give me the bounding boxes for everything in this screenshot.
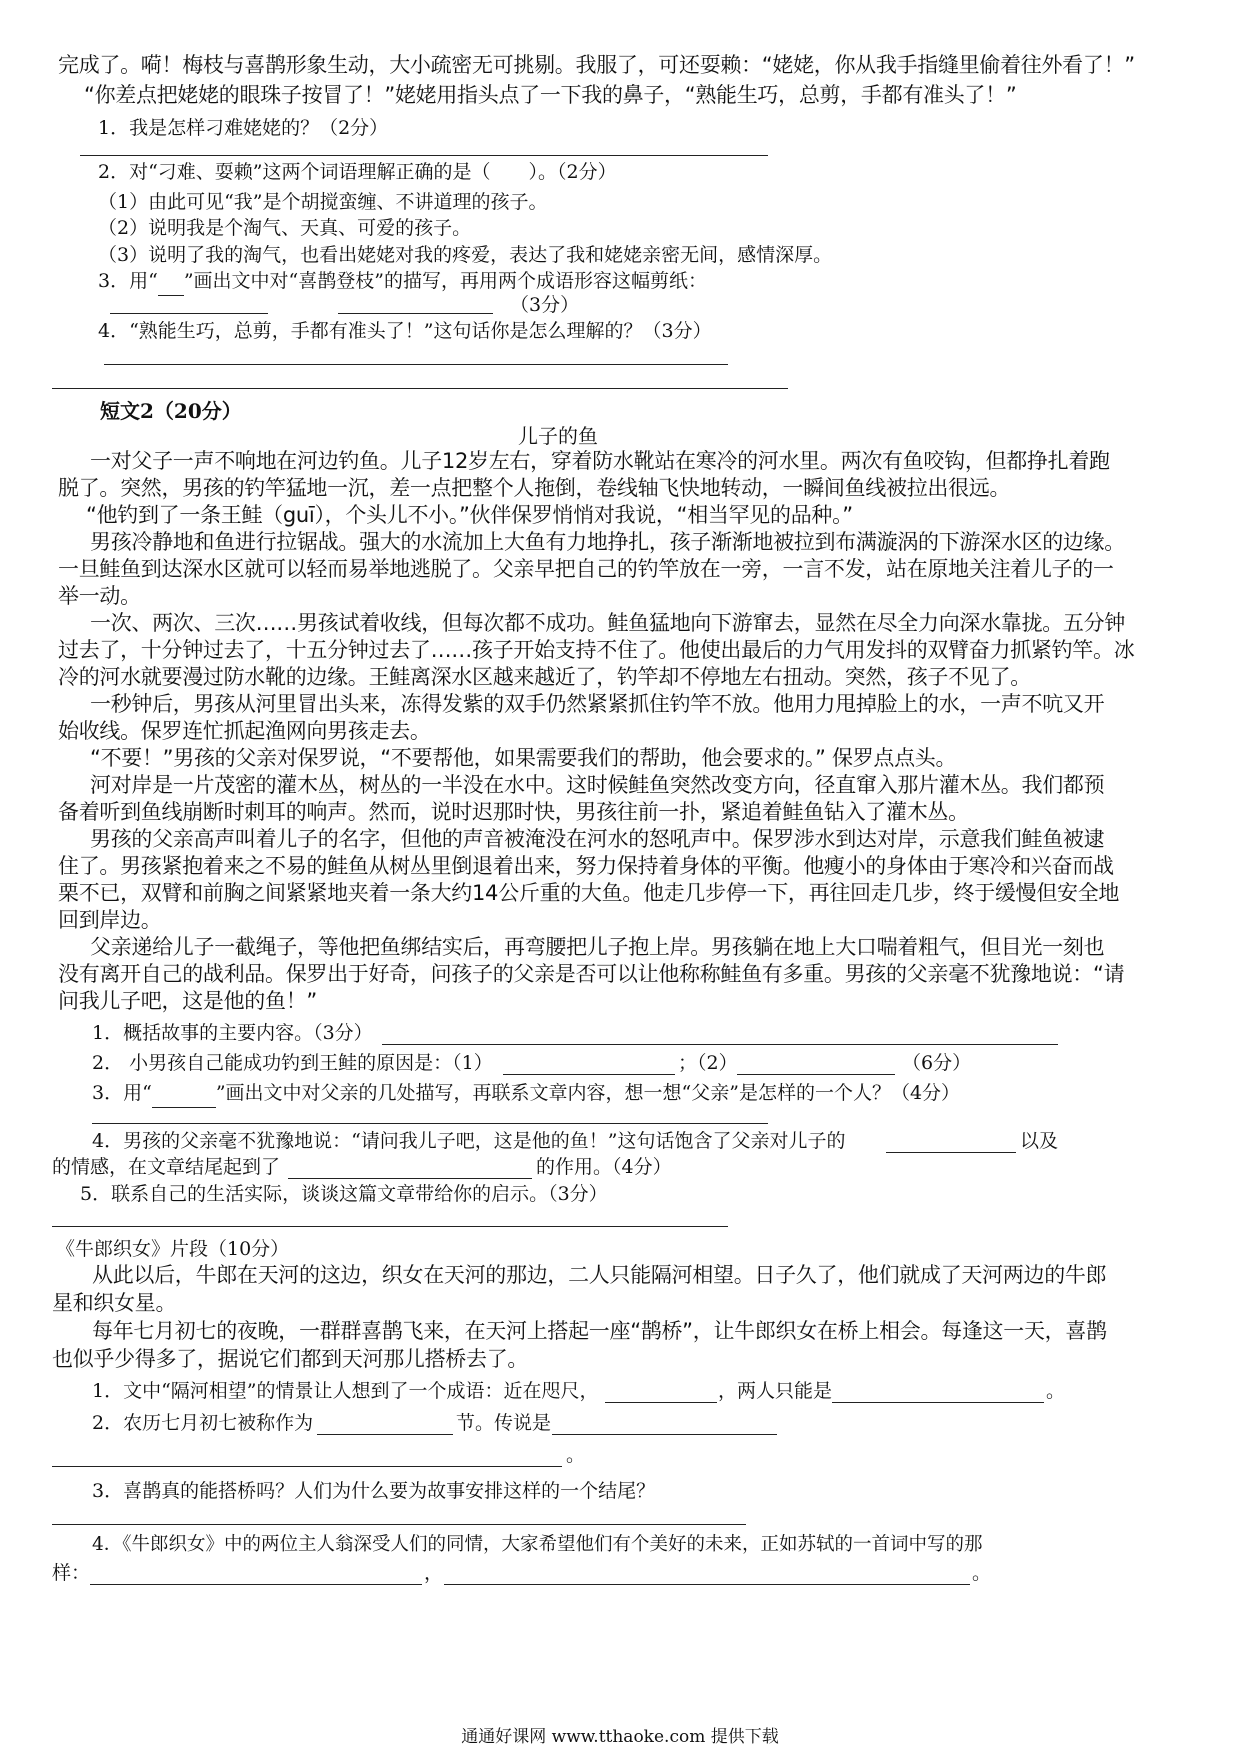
answer-line [52,388,788,389]
p3-question-2: 2．农历七月初七被称作为 [92,1412,314,1434]
passage2-line: 栗不已，双臂和前胸之间紧紧地夹着一条大约14公斤重的大鱼。他走几步停一下，再往回走几步，终于缓慢但安全地 [58,881,1120,905]
p1-question-2: 2．对“刁难、耍赖”这两个词语理解正确的是（ ）。（2分） [98,161,617,183]
passage3-line: 从此以后，牛郎在天河的这边，织女在天河的那边，二人只能隔河相望。日子久了，他们就成了天河两边的牛郎 [92,1263,1107,1287]
answer-line [104,364,728,365]
passage3-line: 星和织女星。 [52,1291,177,1315]
passage3-line: 也似乎少得多了，据说它们都到天河那儿搭桥去了。 [52,1347,529,1371]
p2-question-3 [92,1078,1222,1108]
p1-question-1: 1．我是怎样刁难姥姥的？（2分） [98,117,389,139]
p3-q4-end: 。 [972,1562,992,1584]
answer-line [52,1466,562,1467]
passage2-title: 儿子的鱼 [518,424,598,448]
q3-suffix: ”画出文中对父亲的几处描写，再联系文章内容，想一想“父亲”是怎样的一个人？（4分） [215,1082,961,1104]
answer-blank [444,1584,970,1585]
p1-q2-option: （2）说明我是个淘气、天真、可爱的孩子。 [98,217,472,239]
answer-line [382,1044,1058,1045]
p1-q2-option: （1）由此可见“我”是个胡搅蛮缠、不讲道理的孩子。 [98,191,548,213]
passage2-line: 没有离开自己的战利品。保罗出于好奇，问孩子的父亲是否可以让他称称鲑鱼有多重。男孩的父亲毫不犹豫地说：“请 [58,962,1125,986]
passage2-line: 一旦鲑鱼到达深水区就可以轻而易举地逃脱了。父亲早把自己的钓竿放在一旁，一言不发，站在原地关注着儿子的一 [58,557,1114,581]
p2-question-4: 4．男孩的父亲毫不犹豫地说：“请问我儿子吧，这是他的鱼！”这句话饱含了父亲对儿子的 [92,1130,846,1152]
passage2-line: 河对岸是一片茂密的灌木丛，树丛的一半没在水中。这时候鲑鱼突然改变方向，径直窜入那片灌木丛。我们都预 [90,773,1105,797]
p3-question-3: 3．喜鹊真的能搭桥吗？人们为什么要为故事安排这样的一个结尾？ [92,1480,656,1502]
p1-q2-option: （3）说明了我的淘气，也看出姥姥对我的疼爱，表达了我和姥姥亲密无间，感情深厚。 [98,244,833,266]
p3-q2-mid: 节。传说是 [456,1412,552,1434]
p2-q2-separator: ；（2） [678,1052,738,1074]
answer-blank [317,1434,453,1435]
answer-blank [552,1434,777,1435]
passage2-line: 男孩的父亲高声叫着儿子的名字，但他的声音被淹没在河水的怒吼声中。保罗涉水到达对岸，示意我们鲑鱼被逮 [90,827,1105,851]
passage2-line: 住了。男孩紧抱着来之不易的鲑鱼从树丛里倒退着出来，努力保持着身体的平衡。他瘦小的身体由于寒冷和兴奋而战 [58,854,1114,878]
p2-q2-score: （6分） [902,1052,972,1074]
p1-question-3 [98,266,1228,296]
p2-question-1: 1．概括故事的主要内容。（3分） [92,1022,373,1044]
passage2-line: 男孩冷静地和鱼进行拉锯战。强大的水流加上大鱼有力地挣扎，孩子渐渐地被拉到布满漩涡的下游深水区的边缘。 [90,530,1125,554]
answer-line [52,1524,746,1525]
p2-q4-and: 以及 [1020,1130,1059,1152]
p3-question-1: 1．文中“隔河相望”的情景让人想到了一个成语：近在咫尺， [92,1380,599,1402]
answer-blank [503,1074,675,1075]
answer-blank [605,1402,717,1403]
answer-line [52,1226,728,1227]
p3-q1-end: 。 [1046,1380,1066,1402]
answer-line [80,155,768,156]
passage3-line: 每年七月初七的夜晚，一群群喜鹊飞来，在天河上搭起一座“鹊桥”，让牛郎织女在桥上相会。每逢这一天，喜鹊 [92,1319,1107,1343]
passage2-line: 过去了，十分钟过去了，十五分钟过去了……孩子开始支持不住了。他使出最后的力气用发抖的双臂奋力抓紧钓竿。冰 [58,638,1135,662]
passage2-line: 父亲递给儿子一截绳子，等他把鱼绑结实后，再弯腰把儿子抱上岸。男孩躺在地上大口喘着粗气，但目光一刻也 [90,935,1105,959]
passage2-line: 冷的河水就要漫过防水靴的边缘。王鲑离深水区越来越近了，钓竿却不停地左右扭动。突然，孩子不见了。 [58,665,1031,689]
passage2-line: 一秒钟后，男孩从河里冒出头来，冻得发紫的双手仍然紧紧抓住钓竿不放。他用力甩掉脸上的水，一声不吭又开 [90,692,1105,716]
passage2-line: 一对父子一声不响地在河边钓鱼。儿子12岁左右，穿着防水靴站在寒冷的河水里。两次有鱼咬钩，但都挣扎着跑 [90,449,1110,473]
passage1-line: “你差点把姥姥的眼珠子按冒了！”姥姥用指头点了一下我的鼻子，“熟能生巧，总剪，手都有准头了！” [84,83,1017,107]
p3-q4-cont: 样： [52,1562,91,1584]
p3-question-4: 4．《牛郎织女》中的两位主人翁深受人们的同情，大家希望他们有个美好的未来，正如苏轼的一首词中写的那 [92,1534,983,1555]
answer-blank [886,1152,1016,1153]
p2-q4-cont: 的情感，在文章结尾起到了 [52,1156,281,1178]
passage2-line: 备着听到鱼线崩断时刺耳的响声。然而，说时迟那时快，男孩往前一扑，紧追着鲑鱼钻入了灌木丛。 [58,800,969,824]
passage2-line: “他钓到了一条王鲑（guī），个头儿不小。”伙伴保罗悄悄对我说，“相当罕见的品种。” [86,503,853,527]
p2-question-2: 2． 小男孩自己能成功钓到王鲑的原因是：（1） [92,1052,493,1074]
passage2-line: 回到岸边。 [58,908,162,932]
p1-question-4: 4．“熟能生巧，总剪，手都有准头了！”这句话你是怎么理解的？（3分） [98,320,712,342]
answer-blank [110,313,268,314]
q3-prefix: 3．用“ [92,1082,152,1104]
p3-q1-mid: ，两人只能是 [718,1380,833,1402]
passage3-heading: 《牛郎织女》片段（10分） [56,1238,290,1260]
underline-sample [158,273,184,296]
passage2-line: 始收线。保罗连忙抓起渔网向男孩走去。 [58,719,431,743]
q3-suffix: ”画出文中对“喜鹊登枝”的描写，再用两个成语形容这幅剪纸： [183,270,707,292]
passage2-line: 问我儿子吧，这是他的鱼！” [58,989,317,1013]
answer-blank [832,1402,1044,1403]
q3-prefix: 3．用“ [98,270,158,292]
passage2-heading: 短文2（20分） [100,399,242,423]
passage2-line: 一次、两次、三次……男孩试着收线，但每次都不成功。鲑鱼猛地向下游窜去，显然在尽全力向深水靠拢。五分钟 [90,611,1125,635]
answer-line [92,1123,768,1124]
p3-q4-comma: ， [424,1562,444,1584]
footer-credit: 通通好课网 www.tthaoke.com 提供下载 [461,1727,779,1747]
passage2-line: 脱了。突然，男孩的钓竿猛地一沉，差一点把整个人拖倒，卷线轴飞快地转动，一瞬间鱼线被拉出很远。 [58,476,1011,500]
passage2-line: 举一动。 [58,584,141,608]
answer-blank [90,1584,422,1585]
answer-blank [737,1074,895,1075]
answer-blank [338,313,493,314]
passage2-line: “不要！”男孩的父亲对保罗说，“不要帮他，如果需要我们的帮助，他会要求的。” 保罗点点头。 [90,746,957,770]
underline-sample [152,1085,216,1108]
p2-question-5: 5．联系自己的生活实际，谈谈这篇文章带给你的启示。（3分） [80,1183,608,1205]
p3-q2-end: 。 [566,1444,586,1466]
p1-q3-score: （3分） [510,294,580,316]
passage1-line: 完成了。嗬！梅枝与喜鹊形象生动，大小疏密无可挑剔。我服了，可还耍赖：“姥姥，你从我手指缝里偷着往外看了！” [58,53,1135,77]
p2-q4-end: 的作用。（4分） [536,1156,672,1178]
